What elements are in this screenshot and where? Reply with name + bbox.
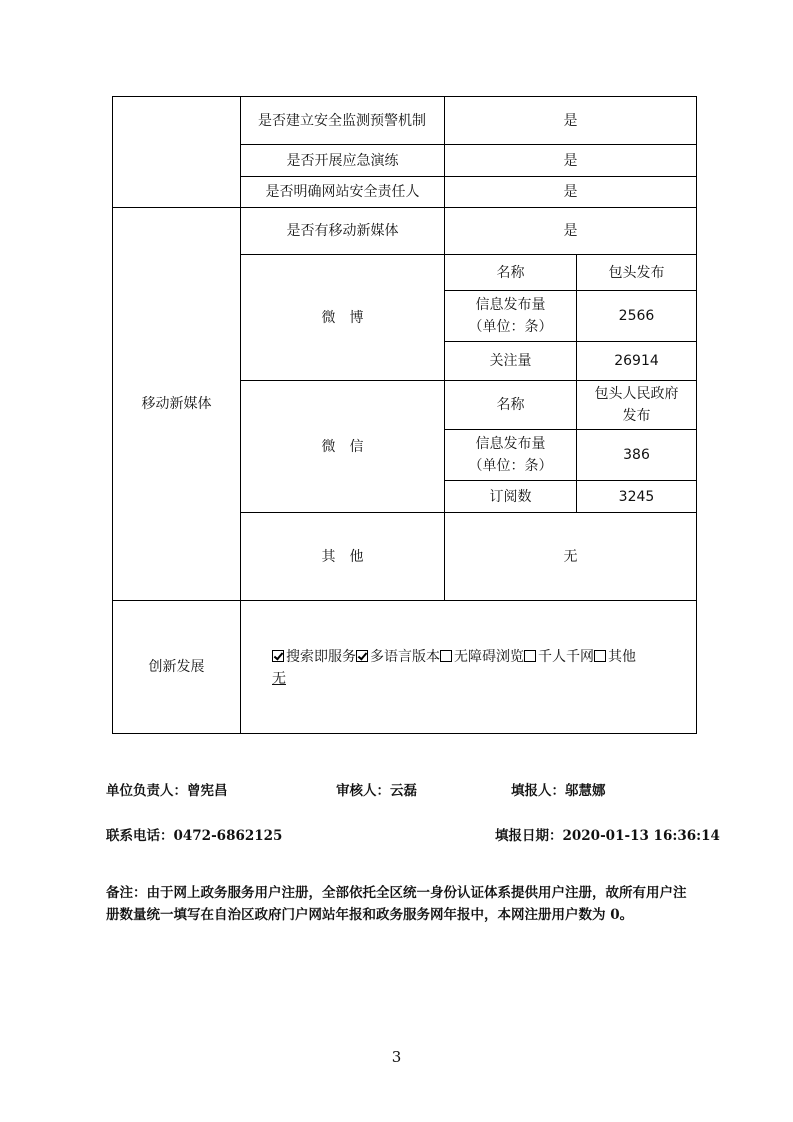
option-other[interactable]: 其他 — [594, 649, 636, 665]
option-multilingual[interactable]: 多语言版本 — [356, 649, 440, 665]
wechat-label: 微 信 — [321, 438, 364, 455]
responsible-value: 是 — [563, 184, 578, 200]
weibo-name-value: 包头发布 — [608, 264, 665, 281]
has-media-value: 是 — [563, 223, 578, 239]
wechat-name-value: 包头人民政府发布 — [594, 386, 679, 424]
monitoring-value: 是 — [563, 112, 578, 129]
innovation-other-text: 无 — [272, 671, 286, 687]
drill-value: 是 — [563, 152, 578, 169]
wechat-subscribers-value: 3245 — [618, 488, 655, 505]
responsible-label: 是否明确网站安全责任人 — [265, 184, 420, 200]
checkbox-checked-icon[interactable] — [356, 650, 368, 662]
wechat-posts-value: 386 — [623, 447, 650, 463]
other-value: 无 — [563, 548, 578, 565]
contact-phone: 联系电话：0472-6862125 — [106, 828, 283, 844]
has-media-label: 是否有移动新媒体 — [286, 223, 399, 239]
weibo-posts-value: 2566 — [618, 308, 655, 324]
checkbox-checked-icon[interactable] — [272, 650, 284, 662]
wechat-name-label: 名称 — [496, 397, 525, 413]
checkbox-empty-icon[interactable] — [440, 650, 452, 662]
wechat-posts-label: 信息发布量（单位：条） — [468, 436, 553, 474]
wechat-subscribers-label: 订阅数 — [489, 488, 532, 505]
monitoring-label: 是否建立安全监测预警机制 — [258, 112, 426, 129]
filler: 填报人：邬慧娜 — [511, 783, 606, 799]
weibo-followers-value: 26914 — [614, 353, 659, 369]
weibo-posts-label: 信息发布量（单位：条） — [468, 297, 553, 335]
fill-date: 填报日期：2020-01-13 16:36:14 — [495, 828, 720, 844]
weibo-label: 微 博 — [321, 309, 364, 326]
weibo-name-label: 名称 — [496, 264, 525, 281]
remark-note: 备注：由于网上政务服务用户注册，全部依托全区统一身份认证体系提供用户注册，故所有用户注册数量统一填写在自治区政府门户网站年报和政务服务网年报中，本网注册用户数为 0。 — [106, 885, 687, 923]
unit-head: 单位负责人：曾宪昌 — [106, 783, 228, 799]
page-number: 3 — [391, 1048, 402, 1066]
option-personalized[interactable]: 千人千网 — [524, 649, 594, 665]
weibo-followers-label: 关注量 — [489, 353, 532, 369]
checkbox-empty-icon[interactable] — [524, 650, 536, 662]
media-section-label: 移动新媒体 — [141, 396, 212, 412]
drill-label: 是否开展应急演练 — [286, 152, 399, 169]
checkbox-empty-icon[interactable] — [594, 650, 606, 662]
option-accessibility[interactable]: 无障碍浏览 — [440, 649, 524, 665]
reviewer: 审核人：云磊 — [336, 783, 417, 799]
option-search-service[interactable]: 搜索即服务 — [272, 649, 356, 665]
innovation-options — [272, 646, 692, 690]
innovation-section-label: 创新发展 — [148, 659, 205, 675]
other-label: 其 他 — [321, 548, 364, 565]
